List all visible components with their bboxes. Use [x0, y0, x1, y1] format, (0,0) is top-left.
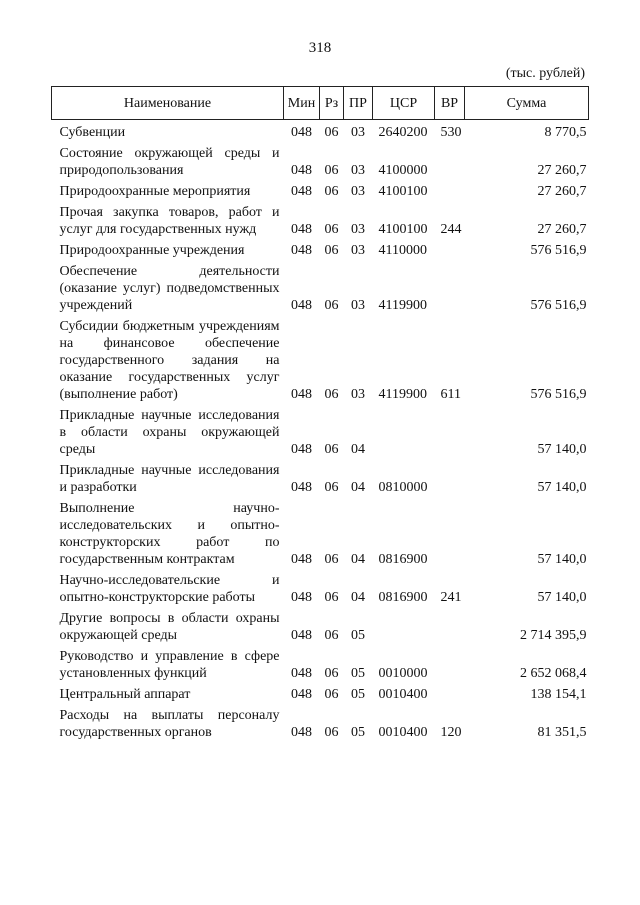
cell-rz: 06 — [324, 628, 339, 643]
table-row — [52, 179, 589, 200]
cell-csr — [373, 606, 435, 644]
cell-rz: 06 — [324, 222, 339, 237]
cell-min: 048 — [291, 222, 312, 237]
cell-sum: 27 260,7 — [537, 222, 587, 237]
header-pr: ПР — [344, 87, 373, 120]
cell-min: 048 — [291, 590, 312, 605]
cell-sum: 27 260,7 — [537, 163, 587, 178]
cell-rz: 06 — [324, 298, 339, 313]
cell-sum: 57 140,0 — [537, 480, 587, 495]
cell-min: 048 — [291, 666, 312, 681]
cell-min: 048 — [291, 184, 312, 199]
cell-rz: 06 — [324, 590, 339, 605]
cell-min: 048 — [291, 687, 312, 702]
cell-sum: 57 140,0 — [537, 552, 587, 567]
cell-name: Другие вопросы в области охраны окружающей среды — [59, 611, 280, 643]
cell-csr — [373, 403, 435, 458]
cell-sum: 57 140,0 — [537, 442, 587, 457]
cell-csr: 0816900 — [378, 552, 428, 567]
cell-name: Природоохранные учреждения — [59, 243, 245, 258]
cell-vr — [435, 259, 465, 314]
table-row — [52, 496, 589, 568]
table-row — [52, 568, 589, 606]
cell-vr — [435, 179, 465, 200]
cell-vr: 244 — [440, 222, 462, 237]
cell-name: Центральный аппарат — [59, 687, 191, 702]
cell-vr — [435, 403, 465, 458]
cell-name: Прикладные научные исследования и разработки — [59, 463, 280, 495]
cell-name: Выполнение научно-исследовательских и опытно-конструкторских работ по государственным контрактам — [59, 501, 280, 567]
cell-vr: 530 — [440, 125, 462, 140]
cell-vr: 120 — [440, 725, 462, 740]
header-name: Наименование — [52, 87, 284, 120]
header-rz: Рз — [320, 87, 344, 120]
cell-pr: 03 — [351, 163, 365, 178]
table-row — [52, 314, 589, 403]
cell-rz: 06 — [324, 480, 339, 495]
cell-pr: 03 — [351, 184, 365, 199]
cell-name: Прикладные научные исследования в области охраны окружающей среды — [59, 408, 280, 457]
cell-sum: 138 154,1 — [530, 687, 587, 702]
cell-vr — [435, 644, 465, 682]
table-row — [52, 703, 589, 741]
cell-rz: 06 — [324, 552, 339, 567]
table-row — [52, 259, 589, 314]
cell-sum: 576 516,9 — [530, 243, 587, 258]
cell-csr: 4100100 — [378, 222, 428, 237]
cell-min: 048 — [291, 298, 312, 313]
cell-pr: 03 — [351, 243, 365, 258]
cell-csr: 4110000 — [378, 243, 427, 258]
units-label: (тыс. рублей) — [505, 66, 585, 81]
table-row — [52, 238, 589, 259]
table-row — [52, 682, 589, 703]
cell-pr: 03 — [351, 222, 365, 237]
cell-name: Состояние окружающей среды и природопользования — [59, 146, 280, 178]
cell-name: Субвенции — [59, 125, 126, 140]
cell-vr — [435, 141, 465, 179]
cell-min: 048 — [291, 387, 312, 402]
cell-name: Субсидии бюджетным учреждениям на финансовое обеспечение государственного задания на оказание государственных услуг (выполнение работ) — [59, 319, 280, 402]
cell-rz: 06 — [324, 184, 339, 199]
cell-vr: 611 — [440, 387, 461, 402]
cell-pr: 04 — [351, 552, 365, 567]
cell-vr — [435, 496, 465, 568]
budget-table — [51, 86, 589, 741]
cell-rz: 06 — [324, 666, 339, 681]
cell-pr: 05 — [351, 666, 365, 681]
cell-vr — [435, 606, 465, 644]
cell-sum: 57 140,0 — [537, 590, 587, 605]
cell-name: Научно-исследовательские и опытно-конструкторские работы — [59, 573, 280, 605]
cell-csr: 0010400 — [378, 687, 428, 702]
cell-csr: 4100100 — [378, 184, 428, 199]
cell-min: 048 — [291, 243, 312, 258]
cell-sum: 81 351,5 — [537, 725, 587, 740]
header-sum: Сумма — [465, 87, 589, 120]
table-row — [52, 458, 589, 496]
cell-pr: 03 — [351, 298, 365, 313]
cell-rz: 06 — [324, 125, 339, 140]
cell-min: 048 — [291, 725, 312, 740]
cell-sum: 576 516,9 — [530, 387, 587, 402]
table-row — [52, 120, 589, 142]
table-header-row — [52, 87, 589, 120]
cell-vr — [435, 238, 465, 259]
cell-name: Природоохранные мероприятия — [59, 184, 251, 199]
header-min: Мин — [284, 87, 320, 120]
cell-rz: 06 — [324, 387, 339, 402]
cell-vr — [435, 458, 465, 496]
header-vr: ВР — [435, 87, 465, 120]
cell-rz: 06 — [324, 687, 339, 702]
cell-pr: 04 — [351, 590, 365, 605]
cell-rz: 06 — [324, 442, 339, 457]
cell-pr: 05 — [351, 628, 365, 643]
cell-min: 048 — [291, 125, 312, 140]
table-row — [52, 141, 589, 179]
page-number: 318 — [308, 40, 332, 56]
cell-pr: 03 — [351, 125, 365, 140]
cell-sum: 2 652 068,4 — [520, 666, 587, 681]
cell-rz: 06 — [324, 725, 339, 740]
cell-min: 048 — [291, 480, 312, 495]
cell-vr: 241 — [440, 590, 462, 605]
cell-rz: 06 — [324, 243, 339, 258]
table-row — [52, 606, 589, 644]
cell-sum: 27 260,7 — [537, 184, 587, 199]
cell-name: Прочая закупка товаров, работ и услуг для государственных нужд — [59, 205, 280, 237]
cell-rz: 06 — [324, 163, 339, 178]
cell-min: 048 — [291, 442, 312, 457]
cell-csr: 4100000 — [378, 163, 428, 178]
table-row — [52, 200, 589, 238]
cell-min: 048 — [291, 552, 312, 567]
cell-csr: 4119900 — [378, 387, 427, 402]
table-row — [52, 644, 589, 682]
cell-csr: 0810000 — [378, 480, 428, 495]
cell-csr: 0010400 — [378, 725, 428, 740]
cell-min: 048 — [291, 163, 312, 178]
cell-csr: 0010000 — [378, 666, 428, 681]
cell-min: 048 — [291, 628, 312, 643]
cell-pr: 05 — [351, 687, 365, 702]
cell-name: Обеспечение деятельности (оказание услуг) подведомственных учреждений — [59, 264, 280, 313]
cell-name: Расходы на выплаты персоналу государственных органов — [59, 708, 280, 740]
cell-pr: 04 — [351, 442, 365, 457]
cell-name: Руководство и управление в сфере установленных функций — [59, 649, 280, 681]
cell-csr: 2640200 — [378, 125, 428, 140]
header-csr: ЦСР — [373, 87, 435, 120]
cell-vr — [435, 682, 465, 703]
cell-pr: 03 — [351, 387, 365, 402]
table-row — [52, 403, 589, 458]
cell-pr: 04 — [351, 480, 365, 495]
cell-csr: 4119900 — [378, 298, 427, 313]
cell-sum: 576 516,9 — [530, 298, 587, 313]
cell-sum: 8 770,5 — [544, 125, 587, 140]
cell-sum: 2 714 395,9 — [520, 628, 587, 643]
cell-pr: 05 — [351, 725, 365, 740]
cell-csr: 0816900 — [378, 590, 428, 605]
